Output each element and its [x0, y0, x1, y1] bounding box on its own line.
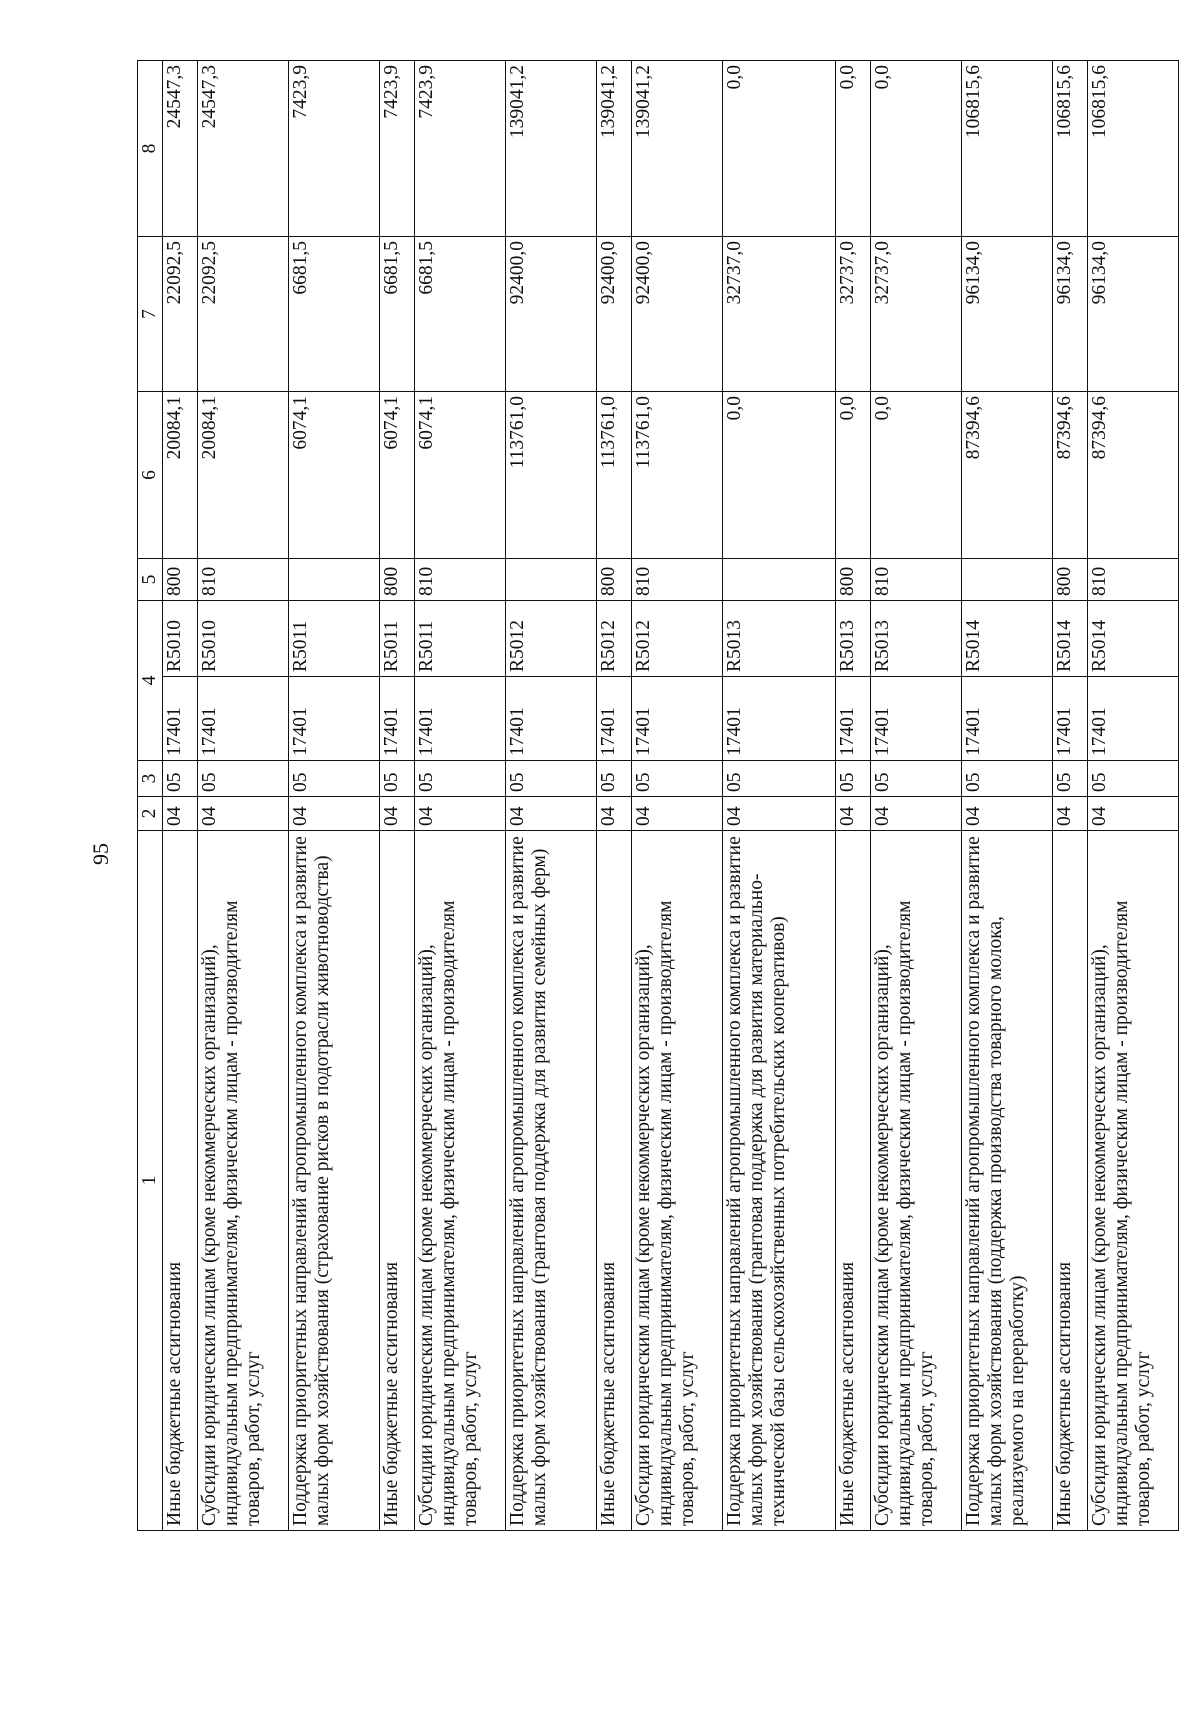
row-target-program: 17401 [962, 677, 1053, 761]
rotated-table-container [137, 61, 1194, 1531]
row-target-program: 17401 [1053, 677, 1088, 761]
row-expense-type: 810 [1088, 559, 1179, 601]
row-value-col8: 139041,2 [506, 61, 597, 237]
row-section: 04 [415, 797, 506, 831]
row-expense-type [506, 559, 597, 601]
row-value-col7: 96134,0 [1053, 237, 1088, 392]
row-subsection: 05 [597, 761, 632, 797]
row-name: Иные бюджетные ассигнования [836, 831, 871, 1531]
row-expense-type: 810 [632, 559, 723, 601]
row-subsection: 05 [415, 761, 506, 797]
table-row [597, 61, 632, 1531]
row-target-direction: R5013 [871, 601, 962, 677]
row-value-col7: 32737,0 [871, 237, 962, 392]
row-section: 04 [380, 797, 415, 831]
row-target-program: 17401 [723, 677, 836, 761]
row-section: 04 [871, 797, 962, 831]
row-value-col8: 24547,3 [198, 61, 289, 237]
row-value-col8: 7423,9 [415, 61, 506, 237]
column-header-5: 5 [138, 559, 163, 601]
row-section: 04 [506, 797, 597, 831]
row-section: 04 [1088, 797, 1179, 831]
table-row [163, 61, 198, 1531]
table-row [380, 61, 415, 1531]
row-target-direction: R5014 [1088, 601, 1179, 677]
budget-table [137, 60, 1179, 1531]
row-value-col8: 106815,6 [962, 61, 1053, 237]
row-subsection: 05 [506, 761, 597, 797]
row-subsection: 05 [380, 761, 415, 797]
row-value-col6: 0,0 [836, 392, 871, 559]
row-expense-type [289, 559, 380, 601]
row-value-col7: 92400,0 [506, 237, 597, 392]
row-target-direction: R5010 [163, 601, 198, 677]
row-value-col8: 139041,2 [632, 61, 723, 237]
row-target-program: 17401 [836, 677, 871, 761]
row-subsection: 05 [1053, 761, 1088, 797]
row-subsection: 05 [163, 761, 198, 797]
table-row [962, 61, 1053, 1531]
column-header-6: 6 [138, 392, 163, 559]
row-name: Иные бюджетные ассигнования [380, 831, 415, 1531]
row-value-col6: 0,0 [723, 392, 836, 559]
row-section: 04 [597, 797, 632, 831]
row-value-col8: 0,0 [871, 61, 962, 237]
table-row [836, 61, 871, 1531]
table-row [198, 61, 289, 1531]
row-section: 04 [723, 797, 836, 831]
table-row [1053, 61, 1088, 1531]
row-value-col6: 20084,1 [198, 392, 289, 559]
row-name: Субсидии юридическим лицам (кроме некоммерческих организаций), индивидуальным предпринимателям, физическим лицам - производителям товаров, работ, услуг [1088, 831, 1179, 1531]
row-section: 04 [836, 797, 871, 831]
row-value-col6: 6074,1 [289, 392, 380, 559]
row-target-program: 17401 [289, 677, 380, 761]
table-row [506, 61, 597, 1531]
column-header-2: 2 [138, 797, 163, 831]
row-target-direction: R5010 [198, 601, 289, 677]
row-name: Субсидии юридическим лицам (кроме некоммерческих организаций), индивидуальным предпринимателям, физическим лицам - производителям товаров, работ, услуг [871, 831, 962, 1531]
row-name: Поддержка приоритетных направлений агропромышленного комплекса и развитие малых форм хозяйствования (грантовая поддержка для развития семейных ферм) [506, 831, 597, 1531]
row-target-program: 17401 [380, 677, 415, 761]
table-row [871, 61, 962, 1531]
row-value-col6: 113761,0 [506, 392, 597, 559]
row-expense-type: 800 [836, 559, 871, 601]
column-header-8: 8 [138, 61, 163, 237]
row-section: 04 [632, 797, 723, 831]
row-value-col8: 7423,9 [380, 61, 415, 237]
row-value-col7: 6681,5 [415, 237, 506, 392]
row-value-col8: 106815,6 [1053, 61, 1088, 237]
row-target-direction: R5011 [289, 601, 380, 677]
row-target-program: 17401 [597, 677, 632, 761]
row-value-col6: 0,0 [871, 392, 962, 559]
row-name: Иные бюджетные ассигнования [163, 831, 198, 1531]
row-section: 04 [163, 797, 198, 831]
row-name: Субсидии юридическим лицам (кроме некоммерческих организаций), индивидуальным предпринимателям, физическим лицам - производителям товаров, работ, услуг [415, 831, 506, 1531]
row-name: Субсидии юридическим лицам (кроме некоммерческих организаций), индивидуальным предпринимателям, физическим лицам - производителям товаров, работ, услуг [632, 831, 723, 1531]
row-expense-type: 810 [198, 559, 289, 601]
row-expense-type [723, 559, 836, 601]
row-target-program: 17401 [1088, 677, 1179, 761]
row-target-direction: R5014 [1053, 601, 1088, 677]
row-target-direction: R5011 [380, 601, 415, 677]
row-expense-type: 800 [380, 559, 415, 601]
row-subsection: 05 [198, 761, 289, 797]
row-expense-type: 810 [871, 559, 962, 601]
row-value-col7: 92400,0 [632, 237, 723, 392]
row-subsection: 05 [1088, 761, 1179, 797]
row-section: 04 [962, 797, 1053, 831]
row-section: 04 [1053, 797, 1088, 831]
row-target-direction: R5012 [597, 601, 632, 677]
row-name: Иные бюджетные ассигнования [1053, 831, 1088, 1531]
row-target-program: 17401 [163, 677, 198, 761]
row-value-col6: 113761,0 [632, 392, 723, 559]
table-row [632, 61, 723, 1531]
row-expense-type: 800 [163, 559, 198, 601]
row-value-col6: 87394,6 [962, 392, 1053, 559]
row-target-direction: R5013 [836, 601, 871, 677]
row-value-col6: 6074,1 [415, 392, 506, 559]
row-value-col7: 96134,0 [962, 237, 1053, 392]
row-value-col7: 22092,5 [163, 237, 198, 392]
row-name: Поддержка приоритетных направлений агропромышленного комплекса и развитие малых форм хозяйствования (поддержка производства товарного молока, реализуемого на переработку) [962, 831, 1053, 1531]
table-row [415, 61, 506, 1531]
row-value-col7: 6681,5 [289, 237, 380, 392]
row-section: 04 [289, 797, 380, 831]
row-value-col7: 96134,0 [1088, 237, 1179, 392]
row-value-col8: 106815,6 [1088, 61, 1179, 237]
row-subsection: 05 [723, 761, 836, 797]
row-target-direction: R5012 [506, 601, 597, 677]
row-value-col7: 32737,0 [836, 237, 871, 392]
row-value-col8: 139041,2 [597, 61, 632, 237]
row-section: 04 [198, 797, 289, 831]
row-target-program: 17401 [632, 677, 723, 761]
row-target-direction: R5014 [962, 601, 1053, 677]
column-header-7: 7 [138, 237, 163, 392]
column-header-4: 4 [138, 601, 163, 761]
row-value-col6: 20084,1 [163, 392, 198, 559]
table-header [138, 61, 163, 1531]
table-row [289, 61, 380, 1531]
row-value-col7: 6681,5 [380, 237, 415, 392]
row-value-col6: 6074,1 [380, 392, 415, 559]
row-target-program: 17401 [415, 677, 506, 761]
row-value-col8: 24547,3 [163, 61, 198, 237]
row-subsection: 05 [836, 761, 871, 797]
row-value-col6: 113761,0 [597, 392, 632, 559]
table-body [163, 61, 1179, 1531]
row-expense-type [962, 559, 1053, 601]
row-name: Поддержка приоритетных направлений агропромышленного комплекса и развитие малых форм хозяйствования (грантовая поддержка для развития материально-технической базы сельскохозяйственных потребительских кооперативов) [723, 831, 836, 1531]
row-value-col7: 32737,0 [723, 237, 836, 392]
page-number: 95 [88, 843, 113, 865]
table-row [723, 61, 836, 1531]
table-row [1088, 61, 1179, 1531]
row-name: Субсидии юридическим лицам (кроме некоммерческих организаций), индивидуальным предпринимателям, физическим лицам - производителям товаров, работ, услуг [198, 831, 289, 1531]
row-expense-type: 800 [597, 559, 632, 601]
row-expense-type: 800 [1053, 559, 1088, 601]
row-subsection: 05 [632, 761, 723, 797]
row-value-col6: 87394,6 [1088, 392, 1179, 559]
column-header-3: 3 [138, 761, 163, 797]
row-value-col8: 7423,9 [289, 61, 380, 237]
row-target-direction: R5011 [415, 601, 506, 677]
row-name: Иные бюджетные ассигнования [597, 831, 632, 1531]
row-subsection: 05 [962, 761, 1053, 797]
row-value-col7: 22092,5 [198, 237, 289, 392]
row-target-direction: R5013 [723, 601, 836, 677]
row-target-program: 17401 [198, 677, 289, 761]
row-value-col6: 87394,6 [1053, 392, 1088, 559]
column-header-1: 1 [138, 831, 163, 1531]
row-target-direction: R5012 [632, 601, 723, 677]
row-name: Поддержка приоритетных направлений агропромышленного комплекса и развитие малых форм хозяйствования (страхование рисков в подотрасли животноводства) [289, 831, 380, 1531]
row-value-col7: 92400,0 [597, 237, 632, 392]
row-expense-type: 810 [415, 559, 506, 601]
row-subsection: 05 [871, 761, 962, 797]
row-target-program: 17401 [871, 677, 962, 761]
row-value-col8: 0,0 [723, 61, 836, 237]
row-target-program: 17401 [506, 677, 597, 761]
row-subsection: 05 [289, 761, 380, 797]
row-value-col8: 0,0 [836, 61, 871, 237]
